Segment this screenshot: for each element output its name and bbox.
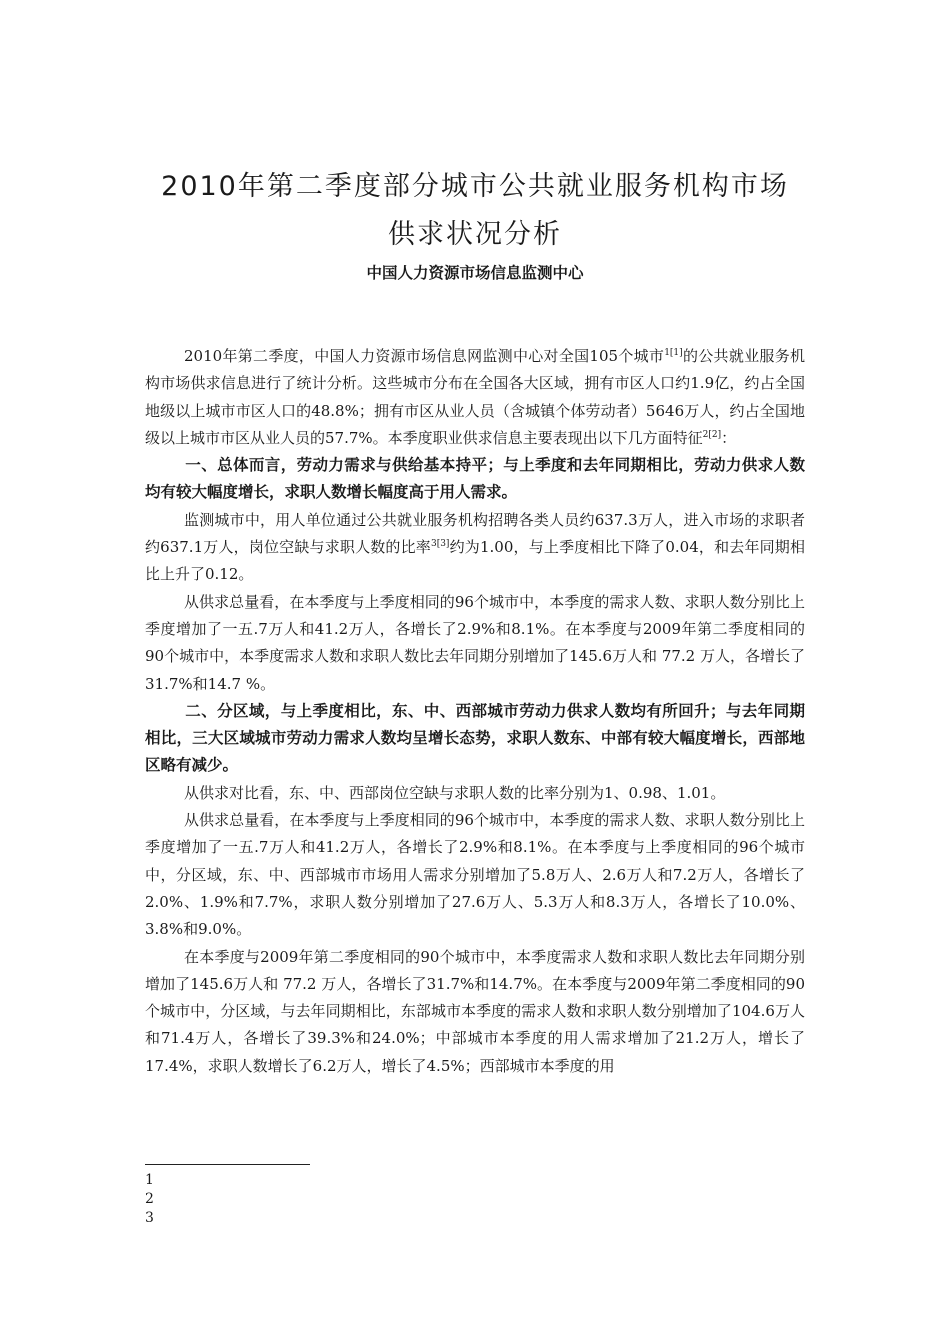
paragraph-overall: 监测城市中，用人单位通过公共就业服务机构招聘各类人员约637.3万人，进入市场的求职者约637.1万人，岗位空缺与求职人数的比率$^{3[3]}$约为1.00，与上季度相比下降了0.04，和去年同期相比上升了0.12。 — [145, 510, 805, 584]
footnote-ref-1[interactable]: 1[1] — [664, 348, 683, 358]
paragraph-regional-year: 在本季度与2009年第二季度相同的90个城市中，本季度需求人数和求职人数比去年同期分别增加了145.6万人和 77.2 万人，各增长了31.7%和14.7%。在本季度与2009年第二季度相同的90个城市中，分区域，与去年同期相比，东部城市本季度的需求人数和求职人数分别增加了104.6万人和71.4万人，各增长了39.3%和24.0%；中部城市本季度的用人需求增加了21.2万人，增长了17.4%，求职人数增长了6.2万人，增长了4.5%；西部城市本季度的用 — [145, 947, 805, 1075]
paragraph-supply-ratio: 从供求对比看，东、中、西部岗位空缺与求职人数的比率分别为1、0.98、1.01。 — [184, 783, 726, 802]
footnote-ref-3[interactable]: 3[3] — [430, 539, 450, 550]
section-heading-1: 一、总体而言，劳动力需求与供给基本持平；与上季度和去年同期相比，劳动力供求人数均有较大幅度增长，求职人数增长幅度高于用人需求。 — [145, 456, 805, 502]
footnote-ref-2[interactable]: 2[2] — [702, 429, 722, 440]
footnote-2: 2 — [145, 1191, 154, 1207]
document-body — [145, 343, 805, 1080]
footnote-1: 1 — [145, 1172, 154, 1188]
document-title-line-2: 供求状况分析 — [388, 219, 562, 250]
document-title-line-1: 2010年第二季度部分城市公共就业服务机构市场 — [161, 171, 789, 202]
paragraph-regional-quarter: 从供求总量看，在本季度与上季度相同的96个城市中，本季度的需求人数、求职人数分别比上季度增加了一五.7万人和41.2万人，各增长了2.9%和8.1%。在本季度与上季度相同的96个城市中，分区域，东、中、西部城市市场用人需求分别增加了5.8万人、2.6万人和7.2万人，各增长了2.0%、1.9%和7.7%，求职人数分别增加了27.6万人、5.3万人和8.3万人，各增长了10.0%、3.8%和9.0%。 — [145, 811, 805, 939]
paragraph-total-supply: 从供求总量看，在本季度与上季度相同的96个城市中，本季度的需求人数、求职人数分别比上季度增加了一五.7万人和41.2万人，各增长了2.9%和8.1%。在本季度与2009年第二季度相同的90个城市中，本季度需求人数和求职人数比去年同期分别增加了145.6万人和 77.2 万人，各增长了31.7%和14.7 %。 — [145, 592, 805, 693]
footnotes — [145, 1171, 154, 1228]
document-author: 中国人力资源市场信息监测中心 — [366, 264, 584, 282]
section-heading-2: 二、分区域，与上季度相比，东、中、西部城市劳动力供求人数均有所回升；与去年同期相比，三大区域城市劳动力需求人数均呈增长态势，求职人数东、中部有较大幅度增长，西部地区略有减少。 — [145, 701, 805, 775]
intro-paragraph: 2010年第二季度，中国人力资源市场信息网监测中心对全国105个城市$^{1[1]}$的公共就业服务机构市场供求信息进行了统计分析。这些城市分布在全国各大区域，拥有市区人口约1.9亿，约占全国地级以上城市市区人口的48.8%；拥有市区从业人员（含城镇个体劳动者）5646万人，约占全国地级以上城市市区从业人员的57.7%。本季度职业供求信息主要表现出以下几方面特征$^{2[2]}$： — [145, 347, 805, 447]
footnote-3: 3 — [145, 1210, 154, 1226]
footnote-separator — [145, 1164, 310, 1165]
